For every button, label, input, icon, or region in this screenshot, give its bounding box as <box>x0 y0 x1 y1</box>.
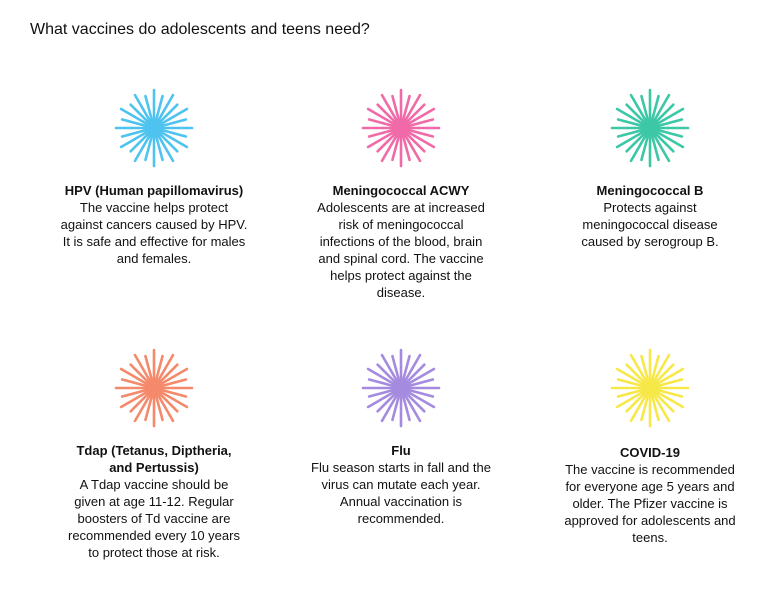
vaccine-description: Flu season starts in fall and the virus can mutate each year. Annual vaccination is recommended. <box>311 460 491 526</box>
vaccine-description: Protects against meningococcal disease caused by serogroup B. <box>581 200 719 249</box>
vaccine-description: Adolescents are at increased risk of meningococcal infections of the blood, brain and spinal cord. The vaccine helps protect against the disease. <box>317 200 485 300</box>
vaccine-name: Meningococcal ACWY <box>332 183 470 198</box>
vaccine-description: The vaccine is recommended for everyone age 5 years and older. The Pfizer vaccine is approved for adolescents and teens. <box>564 462 736 545</box>
starburst-icon <box>361 88 441 168</box>
vaccine-card-hpv <box>60 88 248 267</box>
vaccine-name: Meningococcal B <box>596 183 704 198</box>
starburst-icon <box>114 348 194 428</box>
vaccine-card-flu <box>311 348 491 527</box>
vaccine-name: HPV (Human papillomavirus) <box>64 183 244 198</box>
vaccine-description: The vaccine helps protect against cancers caused by HPV. It is safe and effective for males and females. <box>60 200 248 266</box>
starburst-icon <box>361 348 441 428</box>
vaccine-name: COVID-19 <box>620 445 680 460</box>
vaccine-card-tdap <box>64 348 244 561</box>
vaccine-card-meningococcal-b <box>560 88 740 250</box>
vaccine-description: A Tdap vaccine should be given at age 11-12. Regular boosters of Td vaccine are recommended every 10 years to protect those at risk. <box>68 477 240 560</box>
vaccine-name: Flu <box>391 443 411 458</box>
starburst-icon <box>610 348 690 428</box>
starburst-icon <box>610 88 690 168</box>
vaccine-card-meningococcal-acwy <box>311 88 491 301</box>
vaccine-card-covid-19 <box>560 348 740 546</box>
vaccine-name: Tdap (Tetanus, Diptheria, and Pertussis) <box>76 443 232 475</box>
page-title: What vaccines do adolescents and teens need? <box>30 21 370 38</box>
starburst-icon <box>114 88 194 168</box>
